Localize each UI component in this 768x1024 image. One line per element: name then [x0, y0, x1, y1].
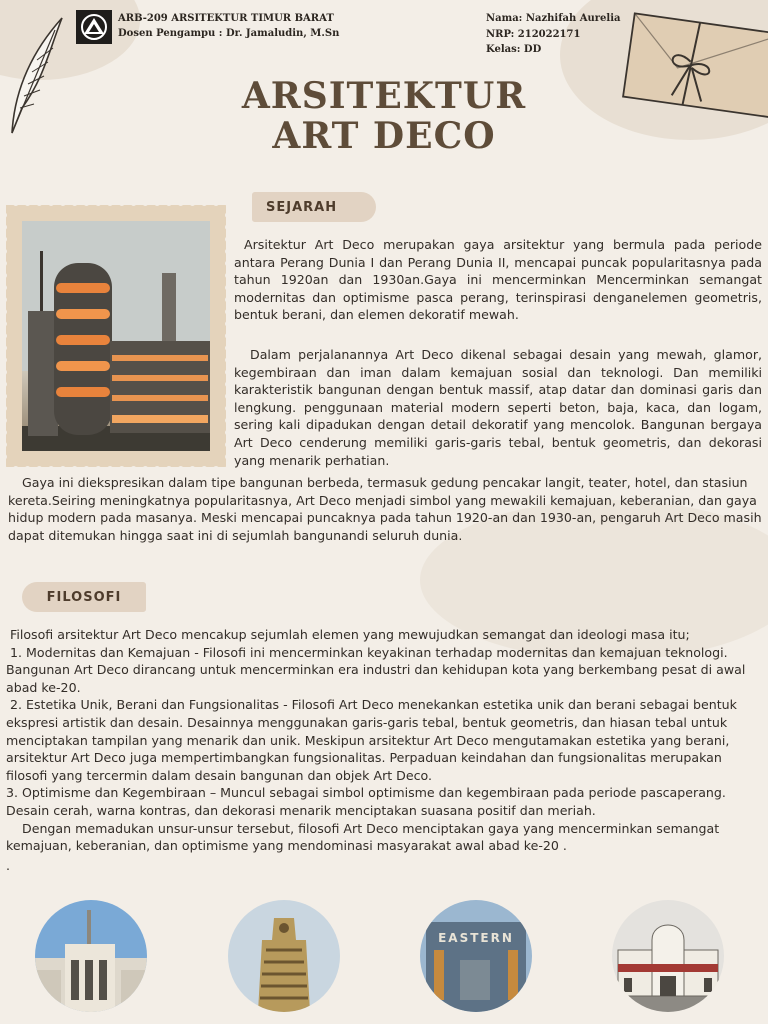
art-deco-building-illustration — [22, 221, 210, 451]
course-info — [118, 11, 339, 41]
gallery-photo-1 — [35, 900, 147, 1012]
sejarah-text-1: Arsitektur Art Deco merupakan gaya arsitektur yang bermula pada periode antara Perang Dunia I dan Perang Dunia II, mencapai puncak popularitasnya pada tahun 1920an dan 1930an.Gaya ini mencerminkan Mencerminkan semangat modernitas dan optimisme pasca perang, terinspirasi denganelemen geometris, bentuk berani, dan elemen dekoratif mewah. — [234, 237, 762, 323]
filosofi-item-2: 2. Estetika Unik, Berani dan Fungsionalitas - Filosofi Art Deco menekankan estetika unik dan berani sebagai bentuk ekspresi artistik dan desain. Desainnya menggunakan garis-garis tebal, bentuk geometris, dan hiasan tebal untuk menciptakan tampilan yang menarik dan unik. Meskipun arsitektur Art Deco mengutamakan estetika yang berani, arsitektur Art Deco juga mempertimbangkan fungsionalitas. Perpaduan keindahan dan fungsionalitas merupakan filosofi yang tercermin dalam desain bangunan dan objek Art Deco. — [6, 697, 737, 783]
gallery-photo-2 — [228, 900, 340, 1012]
building-thumbnail-2 — [228, 900, 340, 1012]
student-name: Nama: Nazhifah Aurelia — [486, 13, 621, 24]
page-title — [0, 76, 768, 156]
sejarah-paragraph-1 — [234, 236, 762, 324]
building-thumbnail-4 — [612, 900, 724, 1012]
lecturer: Dosen Pengampu : Dr. Jamaludin, M.Sn — [118, 28, 340, 39]
sejarah-text-3: Gaya ini diekspresikan dalam tipe bangunan berbeda, termasuk gedung pencakar langit, teater, hotel, dan stasiun kereta.Seiring meningkatnya popularitasnya, Art Deco menjadi simbol yang mewakili kemajuan, keberanian, dan gaya hidup modern pada masanya. Meski mencapai puncaknya pada tahun 1920-an dan 1930-an, pengaruh Art Deco masih dapat ditemukan hingga saat ini di sejumlah bangunandi seluruh dunia. — [8, 475, 762, 543]
stamp-frame — [6, 205, 226, 467]
filosofi-heading-text: FILOSOFI — [46, 589, 122, 605]
triangle-logo-icon — [79, 13, 109, 41]
student-nrp: NRP: 212022171 — [486, 28, 581, 40]
section-heading-filosofi — [22, 582, 146, 612]
sejarah-paragraph-2 — [234, 346, 762, 469]
filosofi-item-1: 1. Modernitas dan Kemajuan - Filosofi ini mencerminkan keyakinan terhadap modernitas dan kemajuan teknologi. Bangunan Art Deco dirancang untuk mencerminkan era industri dan kehidupan kota yang berkembang pesat di awal abad ke-20. — [6, 644, 746, 695]
course-code: ARB-209 ARSITEKTUR TIMUR BARAT — [118, 13, 334, 24]
title-line-2: ART DECO — [272, 115, 496, 157]
student-class: Kelas: DD — [486, 44, 542, 55]
sejarah-paragraph-3 — [8, 474, 764, 544]
filosofi-body — [6, 626, 766, 874]
gallery-photo-3 — [420, 900, 532, 1012]
student-info — [486, 11, 621, 58]
building-thumbnail-3 — [420, 900, 532, 1012]
eastern-sign: EASTERN — [438, 931, 514, 945]
university-logo — [76, 10, 112, 44]
filosofi-dot: . — [6, 857, 11, 873]
filosofi-closing: Dengan memadukan unsur-unsur tersebut, filosofi Art Deco menciptakan gaya yang mencerminkan semangat kemajuan, keberanian, dan optimisme yang mendominasi masyarakat awal abad ke-20 . — [6, 820, 720, 854]
filosofi-item-3: 3. Optimisme dan Kegembiraan – Muncul sebagai simbol optimisme dan kegembiraan pada periode pascaperang. Desain cerah, warna kontras, dan dekorasi menarik menciptakan suasana positif dan meriah. — [6, 785, 726, 818]
filosofi-intro: Filosofi arsitektur Art Deco mencakup sejumlah elemen yang mewujudkan semangat dan ideologi masa itu; — [10, 627, 690, 642]
title-line-1: ARSITEKTUR — [241, 75, 527, 117]
section-heading-sejarah — [252, 192, 376, 222]
building-thumbnail-1 — [35, 900, 147, 1012]
gallery-photo-4 — [612, 900, 724, 1012]
sejarah-text-2: Dalam perjalanannya Art Deco dikenal sebagai desain yang mewah, glamor, kegembiraan dan iman dalam kemajuan sosial dan teknologi. Dan memiliki karakteristik bangunan dengan bentuk massif, atap datar dan dominasi garis dan lengkung. penggunaan material modern seperti beton, baja, kaca, dan logam, sering kali dipadukan dengan detail dekoratif yang mencolok. Bangunan bergaya Art Deco cenderung memiliki garis-garis tebal, bentuk geometris, dan dekorasi yang menarik perhatian. — [234, 347, 762, 468]
sejarah-heading-text: SEJARAH — [266, 199, 338, 215]
art-deco-building-photo — [22, 221, 210, 451]
